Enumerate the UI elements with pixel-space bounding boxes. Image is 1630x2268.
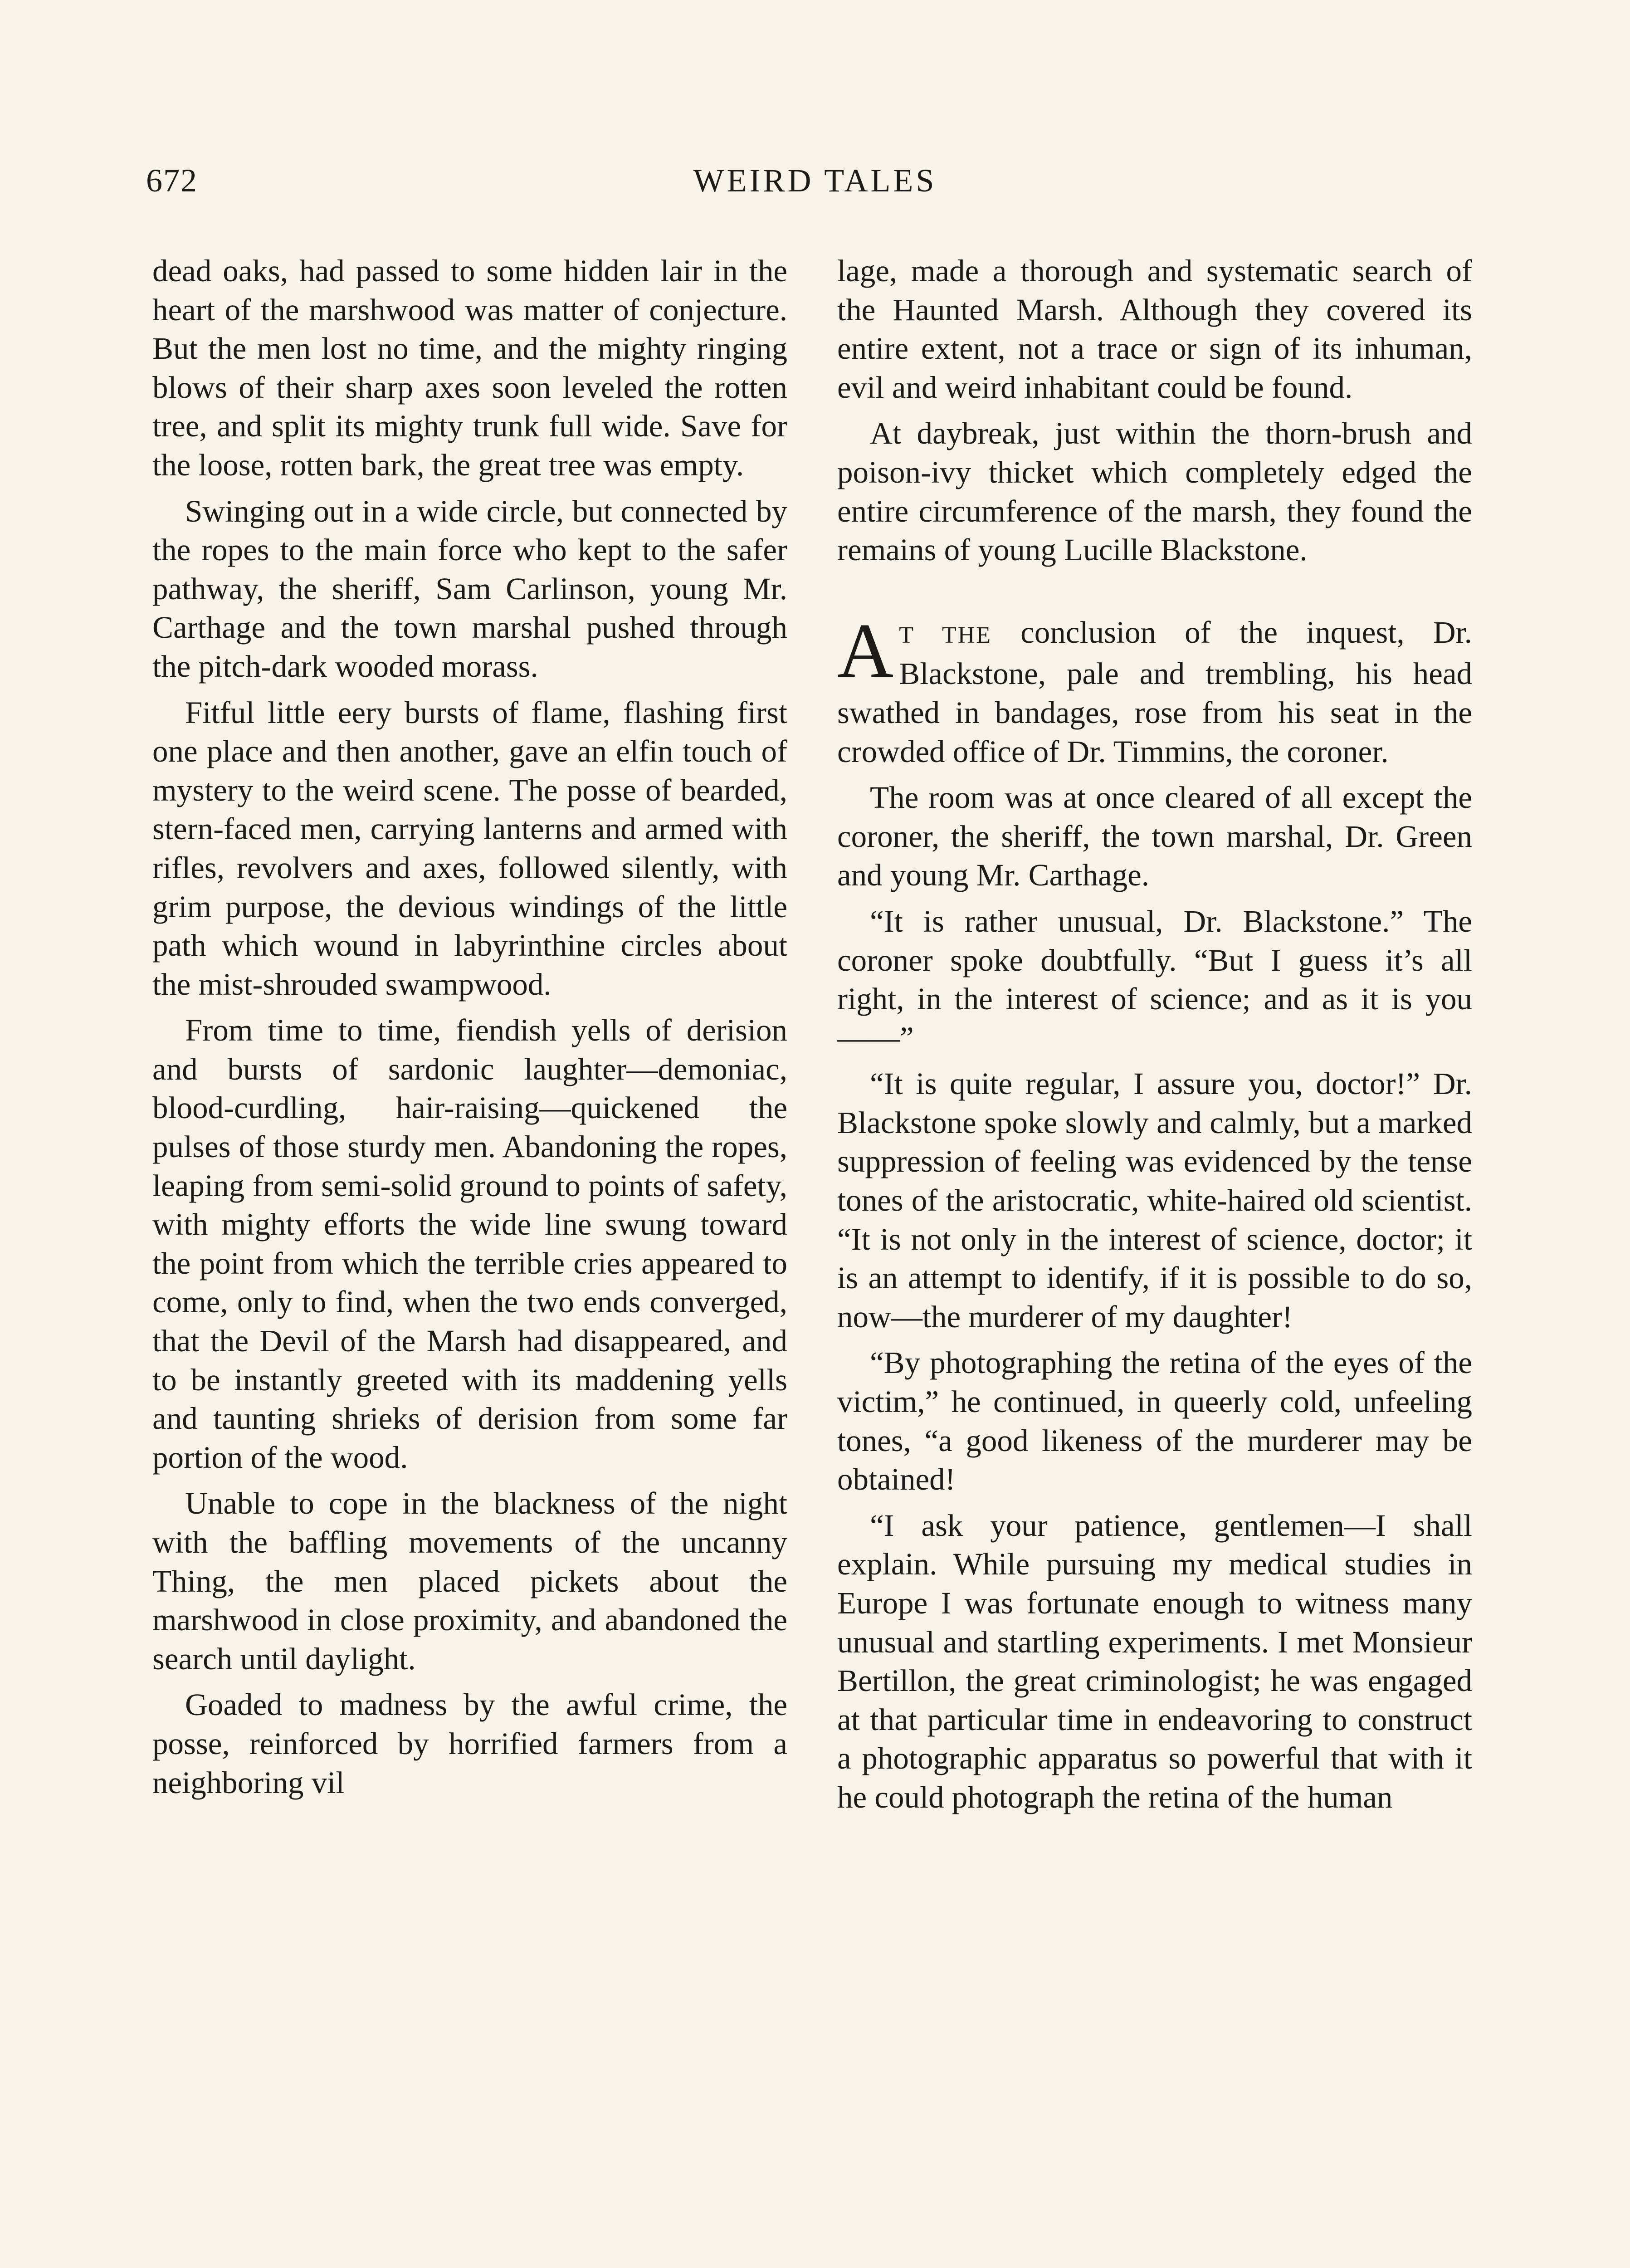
small-caps-lead: T THE <box>899 622 992 648</box>
drop-cap: A <box>837 607 894 694</box>
paragraph: Unable to cope in the blackness of the night with the baffling movements of the uncanny Thing, the men placed pickets about the marshwood in close proximity, and abandoned the search until daylight. <box>152 1486 787 1676</box>
section-opening-paragraph <box>837 607 1472 771</box>
left-column <box>152 252 787 1809</box>
paragraph: Goaded to madness by the awful crime, the posse, reinforced by horrified farmers from a neighboring vil <box>152 1687 787 1800</box>
paragraph: “By photographing the retina of the eyes of the victim,” he continued, in queerly cold, unfeeling tones, “a good likeness of the murderer may be obtained! <box>837 1345 1472 1497</box>
paragraph: “I ask your patience, gentlemen—I shall explain. While pursuing my medical studies in Europe I was fortunate enough to witness many unusual and startling experiments. I met Monsieur Bertillon, the great criminologist; he was engaged at that particular time in endeavoring to construct a photographic apparatus so powerful that with it he could photograph the retina of the human <box>837 1508 1472 1814</box>
right-column <box>837 252 1472 1824</box>
paragraph: From time to time, fiendish yells of derision and bursts of sardonic laughter—demoniac, blood-curdling, hair-raising—quickened the pulses of those sturdy men. Abandoning the ropes, leaping from semi-solid ground to points of safety, with mighty efforts the wide line swung toward the point from which the terrible cries appeared to come, only to find, when the two ends converged, that the Devil of the Marsh had disappeared, and to be instantly greeted with its maddening yells and taunting shrieks of derision from some far portion of the wood. <box>152 1013 787 1475</box>
paragraph: Swinging out in a wide circle, but connected by the ropes to the main force who kept to the safer pathway, the sheriff, Sam Carlinson, young Mr. Carthage and the town marshal pushed through the pitch-dark wooded morass. <box>152 494 787 684</box>
opening-text: conclusion of the inquest, Dr. Blackstone, pale and trembling, his head swathed in bandages, rose from his seat in the crowded office of Dr. Timmins, the coroner. <box>837 615 1472 769</box>
running-head: WEIRD TALES <box>693 162 937 199</box>
paragraph: dead oaks, had passed to some hidden lair in the heart of the marshwood was matter of conjecture. But the men lost no time, and the mighty ringing blows of their sharp axes soon leveled the rotten tree, and split its mighty trunk full wide. Save for the loose, rotten bark, the great tree was empty. <box>152 254 787 482</box>
page-header <box>146 158 1484 208</box>
paragraph: “It is quite regular, I assure you, doctor!” Dr. Blackstone spoke slowly and calmly, but a marked suppression of feeling was evidenced by the tense tones of the aristocratic, white-haired old scientist. “It is not only in the interest of science, doctor; it is an attempt to identify, if it is possible to do so, now—the murderer of my daughter! <box>837 1066 1472 1334</box>
paragraph: “It is rather unusual, Dr. Blackstone.” The coroner spoke doubtfully. “But I guess it’s all right, in the interest of science; and as it is you——” <box>837 904 1472 1055</box>
paragraph: The room was at once cleared of all except the coroner, the sheriff, the town marshal, Dr. Green and young Mr. Carthage. <box>837 780 1472 893</box>
paragraph: Fitful little eery bursts of flame, flashing first one place and then another, gave an elfin touch of mystery to the weird scene. The posse of bearded, stern-faced men, carrying lanterns and armed with rifles, revolvers and axes, followed silently, with grim purpose, the devious windings of the little path which wound in labyrinthine circles about the mist-shrouded swampwood. <box>152 695 787 1002</box>
paragraph: lage, made a thorough and systematic search of the Haunted Marsh. Although they covered its entire extent, not a trace or sign of its inhuman, evil and weird inhabitant could be found. <box>837 254 1472 405</box>
page-number: 672 <box>146 162 198 199</box>
paragraph: At daybreak, just within the thorn-brush and poison-ivy thicket which completely edged the entire circumference of the marsh, they found the remains of young Lucille Blackstone. <box>837 416 1472 567</box>
